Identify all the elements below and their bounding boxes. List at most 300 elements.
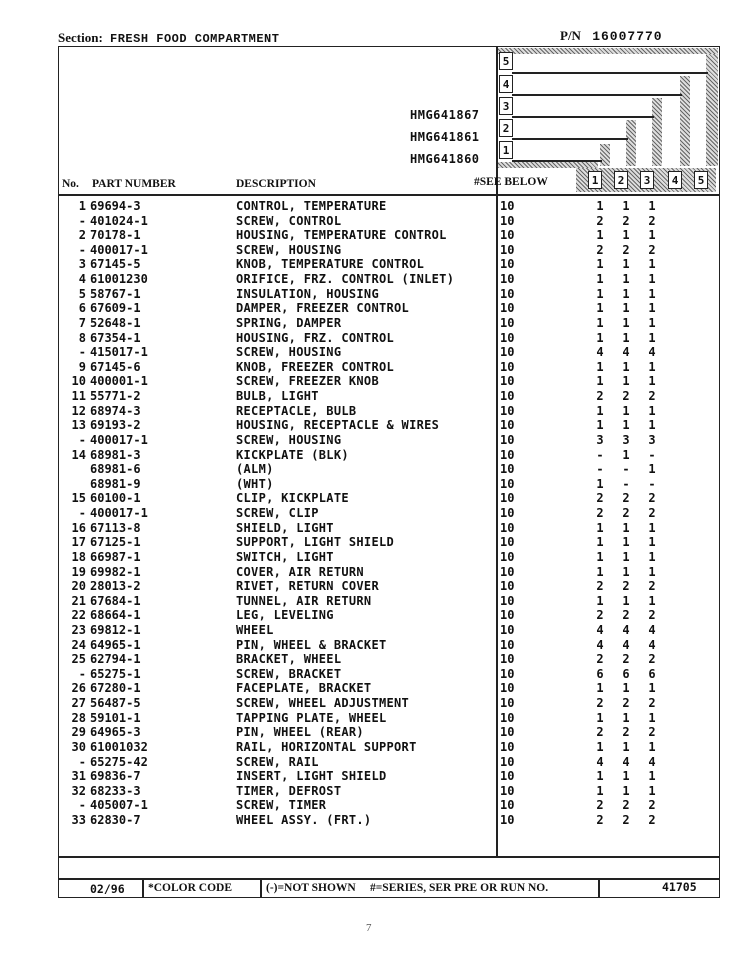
column-header-description: DESCRIPTION xyxy=(236,178,316,190)
qty-model-1: 2 xyxy=(596,506,604,521)
qty-model-2: 2 xyxy=(622,652,630,667)
bottom-series-1: 1 xyxy=(588,171,602,189)
qty-model-2: 2 xyxy=(622,608,630,623)
qty-model-2: 1 xyxy=(622,257,630,272)
qty-model-1: 1 xyxy=(596,228,604,243)
row-number: - xyxy=(78,506,86,521)
qty-model-3: 4 xyxy=(648,637,656,652)
qty-model-3: 2 xyxy=(648,652,656,667)
row-number: 31 xyxy=(71,769,86,784)
part-description: SCREW, BRACKET xyxy=(236,666,342,681)
qty-model-3: 2 xyxy=(648,813,656,828)
qty-model-2: 1 xyxy=(622,681,630,696)
qty-model-3: 1 xyxy=(648,374,656,389)
row-number: 24 xyxy=(71,637,86,652)
section-label-text: Section: xyxy=(58,30,103,45)
series-code: 10 xyxy=(500,462,515,477)
row-number: 19 xyxy=(71,564,86,579)
series-code: 10 xyxy=(500,564,515,579)
series-box-3: 3 xyxy=(499,97,513,115)
row-number: 3 xyxy=(78,257,86,272)
qty-model-3: 4 xyxy=(648,345,656,360)
row-number: 26 xyxy=(71,681,86,696)
table-row xyxy=(60,272,720,287)
series-code: 10 xyxy=(500,798,515,813)
row-number: 27 xyxy=(71,696,86,711)
qty-model-3: - xyxy=(648,476,656,491)
qty-model-1: 2 xyxy=(596,725,604,740)
qty-model-2: 1 xyxy=(622,301,630,316)
part-number: 55771-2 xyxy=(90,389,141,404)
qty-model-2: 2 xyxy=(622,813,630,828)
qty-model-3: 2 xyxy=(648,798,656,813)
series-code: 10 xyxy=(500,783,515,798)
table-row xyxy=(60,798,720,813)
qty-model-1: 2 xyxy=(596,798,604,813)
part-number: 67145-5 xyxy=(90,257,141,272)
qty-model-2: 1 xyxy=(622,447,630,462)
row-number: 16 xyxy=(71,520,86,535)
series-code: 10 xyxy=(500,272,515,287)
table-row xyxy=(60,652,720,667)
series-code: 10 xyxy=(500,710,515,725)
table-row xyxy=(60,448,720,463)
series-code: 10 xyxy=(500,301,515,316)
part-description: HOUSING, RECEPTACLE & WIRES xyxy=(236,418,440,433)
row-number: - xyxy=(78,754,86,769)
column-header-part-number: PART NUMBER xyxy=(92,178,176,190)
qty-model-3: 1 xyxy=(648,403,656,418)
hatch-col2 xyxy=(626,120,636,166)
qty-model-2: 2 xyxy=(622,242,630,257)
part-number: 400001-1 xyxy=(90,374,148,389)
qty-model-2: 4 xyxy=(622,637,630,652)
part-description: SCREW, HOUSING xyxy=(236,345,342,360)
qty-model-1: 2 xyxy=(596,696,604,711)
qty-model-3: 4 xyxy=(648,622,656,637)
qty-model-1: 1 xyxy=(596,476,604,491)
part-number: 69812-1 xyxy=(90,622,141,637)
part-number: 64965-1 xyxy=(90,637,141,652)
qty-model-2: 1 xyxy=(622,710,630,725)
qty-model-3: 1 xyxy=(648,228,656,243)
column-header-series: #SEE BELOW xyxy=(474,176,548,188)
qty-model-2: 1 xyxy=(622,549,630,564)
part-number: 67609-1 xyxy=(90,301,141,316)
bottom-series-3: 3 xyxy=(640,171,654,189)
pn-label: P/N xyxy=(560,28,581,43)
qty-model-3: 4 xyxy=(648,754,656,769)
qty-model-3: 1 xyxy=(648,681,656,696)
series-code: 10 xyxy=(500,769,515,784)
page-number: 7 xyxy=(366,922,372,934)
qty-model-1: 1 xyxy=(596,681,604,696)
footer-not-shown: (-)=NOT SHOWN xyxy=(266,882,356,894)
qty-model-1: 1 xyxy=(596,403,604,418)
qty-model-1: 2 xyxy=(596,608,604,623)
qty-model-2: 2 xyxy=(622,579,630,594)
table-row xyxy=(60,374,720,389)
series-code: 10 xyxy=(500,228,515,243)
table-row xyxy=(60,579,720,594)
row-number: 5 xyxy=(78,286,86,301)
part-description: SCREW, CONTROL xyxy=(236,213,342,228)
qty-model-1: 2 xyxy=(596,242,604,257)
table-row xyxy=(60,506,720,521)
row-number: 6 xyxy=(78,301,86,316)
qty-model-1: 1 xyxy=(596,739,604,754)
qty-model-3: 1 xyxy=(648,769,656,784)
series-box-2: 2 xyxy=(499,119,513,137)
part-description: SCREW, HOUSING xyxy=(236,432,342,447)
row-number: 32 xyxy=(71,783,86,798)
row-number: 14 xyxy=(71,447,86,462)
part-number: 68981-3 xyxy=(90,447,141,462)
series-code: 10 xyxy=(500,593,515,608)
qty-model-1: 4 xyxy=(596,622,604,637)
part-number: 68981-6 xyxy=(90,462,141,477)
part-number: 62830-7 xyxy=(90,813,141,828)
qty-model-1: 1 xyxy=(596,710,604,725)
qty-model-2: 1 xyxy=(622,286,630,301)
qty-model-1: 1 xyxy=(596,520,604,535)
section-label xyxy=(58,30,279,46)
qty-model-2: 2 xyxy=(622,696,630,711)
part-description: RAIL, HORIZONTAL SUPPORT xyxy=(236,739,417,754)
row-number: 29 xyxy=(71,725,86,740)
qty-model-1: 1 xyxy=(596,359,604,374)
part-description: PIN, WHEEL (REAR) xyxy=(236,725,364,740)
series-code: 10 xyxy=(500,403,515,418)
row-number: 2 xyxy=(78,228,86,243)
series-code: 10 xyxy=(500,754,515,769)
qty-model-1: 1 xyxy=(596,257,604,272)
table-row xyxy=(60,477,720,492)
qty-model-1: 2 xyxy=(596,813,604,828)
part-description: PIN, WHEEL & BRACKET xyxy=(236,637,387,652)
table-row xyxy=(60,301,720,316)
table-row xyxy=(60,594,720,609)
part-number: 67125-1 xyxy=(90,535,141,550)
qty-model-2: 1 xyxy=(622,783,630,798)
row-number: 28 xyxy=(71,710,86,725)
series-code: 10 xyxy=(500,725,515,740)
qty-model-3: - xyxy=(648,447,656,462)
qty-model-3: 2 xyxy=(648,608,656,623)
part-description: KNOB, TEMPERATURE CONTROL xyxy=(236,257,425,272)
part-number: 56487-5 xyxy=(90,696,141,711)
table-row xyxy=(60,696,720,711)
part-number: 59101-1 xyxy=(90,710,141,725)
row-number: 23 xyxy=(71,622,86,637)
qty-model-3: 2 xyxy=(648,389,656,404)
part-number-header xyxy=(560,28,663,44)
part-description: KNOB, FREEZER CONTROL xyxy=(236,359,395,374)
series-code: 10 xyxy=(500,286,515,301)
part-number: 415017-1 xyxy=(90,345,148,360)
qty-model-3: 2 xyxy=(648,579,656,594)
qty-model-1: 1 xyxy=(596,549,604,564)
row-number: 20 xyxy=(71,579,86,594)
qty-model-3: 1 xyxy=(648,330,656,345)
part-number: 400017-1 xyxy=(90,242,148,257)
part-number: 65275-42 xyxy=(90,754,148,769)
qty-model-3: 3 xyxy=(648,432,656,447)
part-number: 69982-1 xyxy=(90,564,141,579)
qty-model-2: 2 xyxy=(622,491,630,506)
part-description: LEG, LEVELING xyxy=(236,608,334,623)
qty-model-2: - xyxy=(622,462,630,477)
qty-model-1: - xyxy=(596,447,604,462)
row-number: - xyxy=(78,666,86,681)
series-code: 10 xyxy=(500,549,515,564)
table-row xyxy=(60,389,720,404)
row-number: 30 xyxy=(71,739,86,754)
qty-model-2: 1 xyxy=(622,520,630,535)
stair-line-1 xyxy=(512,160,602,162)
qty-model-2: 1 xyxy=(622,315,630,330)
part-description: SCREW, HOUSING xyxy=(236,242,342,257)
qty-model-3: 1 xyxy=(648,301,656,316)
qty-model-2: 2 xyxy=(622,798,630,813)
part-number: 61001230 xyxy=(90,272,148,287)
part-number: 400017-1 xyxy=(90,432,148,447)
qty-model-1: 1 xyxy=(596,564,604,579)
table-row xyxy=(60,360,720,375)
series-code: 10 xyxy=(500,520,515,535)
series-code: 10 xyxy=(500,359,515,374)
part-description: SHIELD, LIGHT xyxy=(236,520,334,535)
qty-model-2: 1 xyxy=(622,374,630,389)
model-number: HMG641861 xyxy=(410,130,480,144)
series-code: 10 xyxy=(500,315,515,330)
qty-model-2: 1 xyxy=(622,272,630,287)
row-number: 13 xyxy=(71,418,86,433)
qty-model-1: 1 xyxy=(596,593,604,608)
series-code: 10 xyxy=(500,330,515,345)
row-number: 25 xyxy=(71,652,86,667)
section-name: FRESH FOOD COMPARTMENT xyxy=(110,32,280,46)
qty-model-1: 2 xyxy=(596,579,604,594)
qty-model-3: 2 xyxy=(648,696,656,711)
table-row xyxy=(60,243,720,258)
series-box-5: 5 xyxy=(499,52,513,70)
series-code: 10 xyxy=(500,506,515,521)
qty-model-2: 1 xyxy=(622,359,630,374)
row-number: 11 xyxy=(71,389,86,404)
qty-model-1: 1 xyxy=(596,199,604,213)
part-number: 69694-3 xyxy=(90,199,141,213)
table-row xyxy=(60,331,720,346)
qty-model-3: 1 xyxy=(648,564,656,579)
part-number: 70178-1 xyxy=(90,228,141,243)
row-number: 9 xyxy=(78,359,86,374)
part-number: 52648-1 xyxy=(90,315,141,330)
qty-model-2: 4 xyxy=(622,345,630,360)
row-number: 33 xyxy=(71,813,86,828)
qty-model-1: 1 xyxy=(596,418,604,433)
part-description: SWITCH, LIGHT xyxy=(236,549,334,564)
row-number: - xyxy=(78,432,86,447)
part-description: SCREW, CLIP xyxy=(236,506,319,521)
table-row xyxy=(60,257,720,272)
qty-model-1: 2 xyxy=(596,389,604,404)
series-code: 10 xyxy=(500,681,515,696)
bottom-series-4: 4 xyxy=(668,171,682,189)
hatch-col5 xyxy=(706,54,718,166)
qty-model-1: 1 xyxy=(596,374,604,389)
part-number: 65275-1 xyxy=(90,666,141,681)
table-row xyxy=(60,550,720,565)
footer-date: 02/96 xyxy=(90,882,125,896)
table-row xyxy=(60,784,720,799)
series-code: 10 xyxy=(500,608,515,623)
series-code: 10 xyxy=(500,213,515,228)
series-code: 10 xyxy=(500,739,515,754)
table-row xyxy=(60,769,720,784)
table-bottom-divider xyxy=(58,856,720,858)
part-description: WHEEL ASSY. (FRT.) xyxy=(236,813,372,828)
table-row xyxy=(60,433,720,448)
part-number: 405007-1 xyxy=(90,798,148,813)
part-number: 67113-8 xyxy=(90,520,141,535)
series-code: 10 xyxy=(500,432,515,447)
table-row xyxy=(60,740,720,755)
part-description: ORIFICE, FRZ. CONTROL (INLET) xyxy=(236,272,455,287)
part-description: BRACKET, WHEEL xyxy=(236,652,342,667)
series-code: 10 xyxy=(500,813,515,828)
part-description: TUNNEL, AIR RETURN xyxy=(236,593,372,608)
row-number: 8 xyxy=(78,330,86,345)
part-description: INSERT, LIGHT SHIELD xyxy=(236,769,387,784)
qty-model-3: 1 xyxy=(648,359,656,374)
table-row xyxy=(60,638,720,653)
qty-model-2: - xyxy=(622,476,630,491)
qty-model-2: 1 xyxy=(622,564,630,579)
series-box-4: 4 xyxy=(499,75,513,93)
series-code: 10 xyxy=(500,666,515,681)
stair-line-2 xyxy=(512,138,628,140)
table-row xyxy=(60,462,720,477)
table-row xyxy=(60,755,720,770)
model-number: HMG641867 xyxy=(410,108,480,122)
qty-model-2: 2 xyxy=(622,506,630,521)
table-row xyxy=(60,214,720,229)
footer-color-code: *COLOR CODE xyxy=(148,882,233,894)
pn-value: 16007770 xyxy=(592,29,663,44)
row-number: 18 xyxy=(71,549,86,564)
footer-series-note: #=SERIES, SER PRE OR RUN NO. xyxy=(370,882,549,894)
bottom-series-2: 2 xyxy=(614,171,628,189)
qty-model-2: 6 xyxy=(622,666,630,681)
row-number: 7 xyxy=(78,315,86,330)
series-code: 10 xyxy=(500,579,515,594)
qty-model-3: 1 xyxy=(648,286,656,301)
qty-model-2: 1 xyxy=(622,769,630,784)
qty-model-2: 1 xyxy=(622,228,630,243)
series-code: 10 xyxy=(500,476,515,491)
table-row xyxy=(60,404,720,419)
hatch-col4 xyxy=(680,76,690,166)
column-header-no: No. xyxy=(62,178,79,190)
part-number: 68233-3 xyxy=(90,783,141,798)
qty-model-3: 1 xyxy=(648,418,656,433)
qty-model-3: 2 xyxy=(648,213,656,228)
table-row xyxy=(60,608,720,623)
qty-model-2: 1 xyxy=(622,418,630,433)
series-code: 10 xyxy=(500,389,515,404)
part-description: SCREW, TIMER xyxy=(236,798,327,813)
qty-model-2: 1 xyxy=(622,593,630,608)
qty-model-3: 1 xyxy=(648,462,656,477)
footer-sep xyxy=(142,878,144,898)
qty-model-3: 1 xyxy=(648,535,656,550)
footer-sep xyxy=(598,878,600,898)
qty-model-1: 1 xyxy=(596,315,604,330)
part-description: COVER, AIR RETURN xyxy=(236,564,364,579)
qty-model-3: 1 xyxy=(648,272,656,287)
part-number: 61001032 xyxy=(90,739,148,754)
qty-model-3: 2 xyxy=(648,725,656,740)
part-description: FACEPLATE, BRACKET xyxy=(236,681,372,696)
series-code: 10 xyxy=(500,257,515,272)
part-number: 68664-1 xyxy=(90,608,141,623)
part-number: 67354-1 xyxy=(90,330,141,345)
qty-model-1: 1 xyxy=(596,769,604,784)
row-number: 1 xyxy=(78,199,86,213)
row-number: - xyxy=(78,798,86,813)
qty-model-1: 1 xyxy=(596,783,604,798)
series-code: 10 xyxy=(500,345,515,360)
qty-model-2: 2 xyxy=(622,389,630,404)
row-number: 10 xyxy=(71,374,86,389)
hatch-col1 xyxy=(600,144,610,166)
series-code: 10 xyxy=(500,447,515,462)
qty-model-1: 4 xyxy=(596,754,604,769)
header-divider xyxy=(58,194,720,196)
part-description: TAPPING PLATE, WHEEL xyxy=(236,710,387,725)
qty-model-3: 1 xyxy=(648,520,656,535)
series-code: 10 xyxy=(500,535,515,550)
qty-model-2: 1 xyxy=(622,739,630,754)
series-code: 10 xyxy=(500,622,515,637)
part-number: 68981-9 xyxy=(90,476,141,491)
row-number: - xyxy=(78,213,86,228)
part-number: 69193-2 xyxy=(90,418,141,433)
part-description: DAMPER, FREEZER CONTROL xyxy=(236,301,410,316)
part-number: 64965-3 xyxy=(90,725,141,740)
table-row xyxy=(60,813,720,828)
table-row xyxy=(60,287,720,302)
part-number: 69836-7 xyxy=(90,769,141,784)
row-number: - xyxy=(78,345,86,360)
row-number: 22 xyxy=(71,608,86,623)
table-row xyxy=(60,491,720,506)
qty-model-1: 1 xyxy=(596,330,604,345)
qty-model-1: 2 xyxy=(596,491,604,506)
table-row xyxy=(60,681,720,696)
part-description: WHEEL xyxy=(236,622,274,637)
stair-line-3 xyxy=(512,116,654,118)
part-number: 400017-1 xyxy=(90,506,148,521)
series-code: 10 xyxy=(500,199,515,213)
table-row xyxy=(60,623,720,638)
table-row xyxy=(60,228,720,243)
series-code: 10 xyxy=(500,652,515,667)
qty-model-3: 1 xyxy=(648,593,656,608)
part-description: SUPPORT, LIGHT SHIELD xyxy=(236,535,395,550)
series-code: 10 xyxy=(500,696,515,711)
